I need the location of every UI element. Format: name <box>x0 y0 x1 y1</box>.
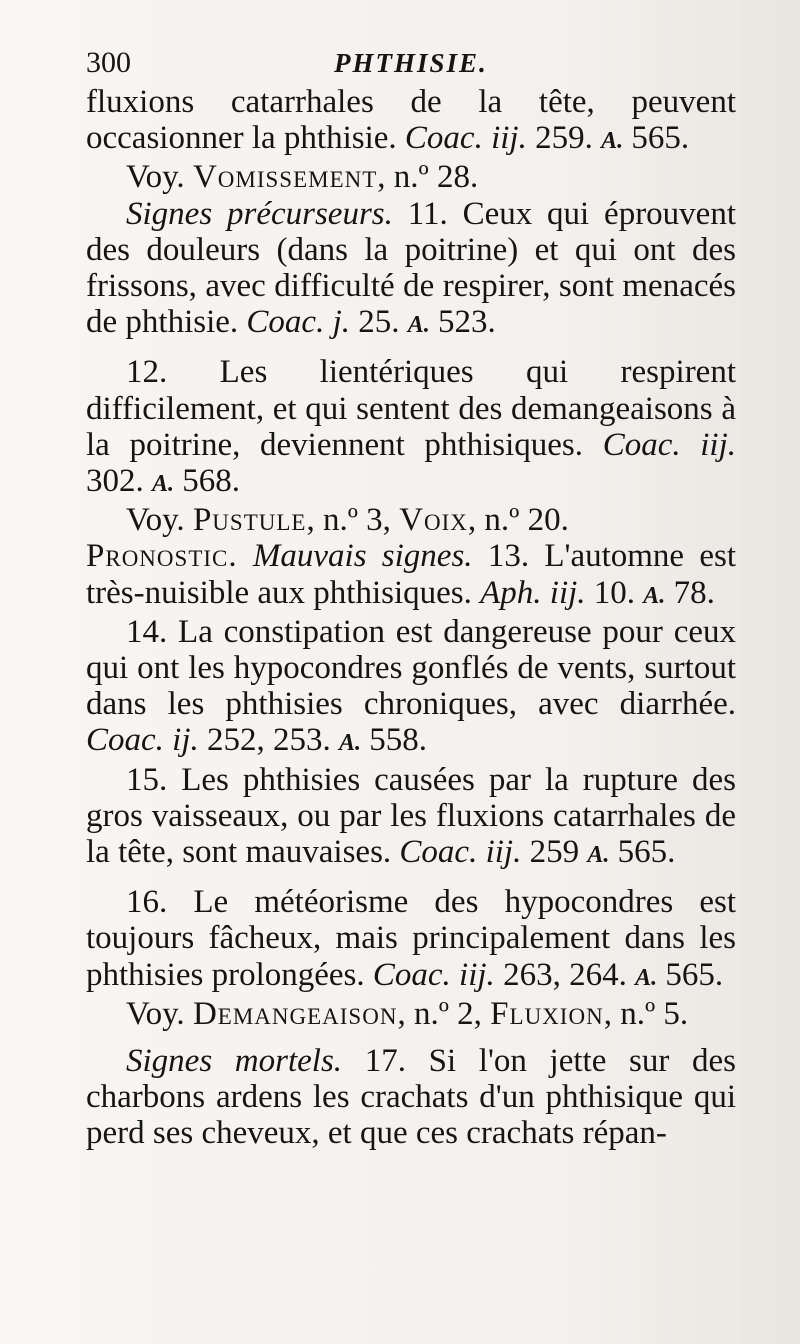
reference: Coac. iij. <box>602 426 737 463</box>
reference-number: 25. <box>358 304 400 341</box>
cross-reference-number: , n.º 28. <box>377 159 479 196</box>
paragraph-text: 11. Ceux qui éprouvent des douleurs (dans la poitrine) et qui ont des frissons, avec difficulté de respirer, sont menacés de phthisie. <box>86 195 736 341</box>
paragraph-14 <box>86 614 736 762</box>
section-heading: Mauvais signes. <box>252 538 473 575</box>
cross-reference-number: , n.º 3, <box>306 502 391 539</box>
voy-label: Voy. <box>126 502 185 539</box>
reference: Coac. iij. <box>372 956 495 993</box>
reference-a-number: 565. <box>631 120 690 157</box>
cross-reference-term: Demangeaison <box>192 995 398 1032</box>
reference-a-number: 558. <box>369 722 428 759</box>
reference-number: 263, 264. <box>503 956 627 993</box>
reference-a: A. <box>643 582 666 609</box>
reference: Coac. j. <box>246 304 350 341</box>
paragraph-text: 13. L'automne est très-nuisible aux phthisiques. <box>86 538 736 611</box>
reference: Coac. ij. <box>86 722 199 759</box>
reference-a: A. <box>601 128 624 155</box>
reference-a: A. <box>339 730 362 757</box>
paragraph-11 <box>86 196 736 344</box>
reference-number: 259 <box>529 834 580 871</box>
cross-reference-term: Vomissement <box>192 159 378 196</box>
cross-reference-number: , n.º 5. <box>603 995 689 1032</box>
cross-reference-term: Pustule <box>192 502 307 539</box>
paragraph-continuation <box>86 84 736 159</box>
reference-a-number: 78. <box>673 574 715 611</box>
voy-label: Voy. <box>126 159 185 196</box>
cross-reference-term: Fluxion <box>490 995 604 1032</box>
paragraph-13 <box>86 538 736 613</box>
section-heading: Signes précurseurs. <box>126 195 393 232</box>
reference-a-number: 568. <box>182 463 241 500</box>
reference-a: A. <box>587 842 610 869</box>
reference: Coac. iij. <box>399 834 522 871</box>
reference: Aph. iij. <box>480 574 586 611</box>
section-heading: Signes mortels. <box>126 1043 343 1080</box>
reference-a: A. <box>407 312 430 339</box>
section-label: Pronostic. <box>86 538 238 575</box>
page-body <box>86 84 736 1152</box>
paragraph-17 <box>86 1043 736 1152</box>
paragraph-text: 16. Le météorisme des hypocondres est toujours fâcheux, mais principalement dans les phthisies prolongées. <box>86 884 736 993</box>
paragraph-text: 12. Les lientériques qui respirent difficilement, et qui sentent des demangeaisons à la poitrine, deviennent phthisiques. <box>86 354 736 463</box>
cross-reference-term: Voix <box>399 502 468 539</box>
paragraph-text: 14. La constipation est dangereuse pour ceux qui ont les hypocondres gonflés de vents, surtout dans les phthisies chroniques, avec diarrhée. <box>86 613 736 723</box>
reference-a-number: 523. <box>438 304 496 341</box>
reference: Coac. iij. <box>404 120 527 157</box>
running-title: PHTHISIE. <box>334 48 488 78</box>
cross-reference <box>86 502 736 538</box>
cross-reference <box>86 159 736 195</box>
reference-a-number: 565. <box>617 834 676 871</box>
voy-label: Voy. <box>126 995 185 1032</box>
paragraph-12 <box>86 354 736 502</box>
paragraph-text: fluxions catarrhales de la tête, peuvent occasionner la phthisie. <box>86 84 736 157</box>
paragraph-16 <box>86 884 736 996</box>
cross-reference-number: , n.º 2, <box>397 995 482 1032</box>
paragraph-text: 15. Les phthisies causées par la rupture des gros vaisseaux, ou par les fluxions catarrhales de la tête, sont mauvaises. <box>86 761 736 871</box>
reference-number: 252, 253. <box>207 722 331 759</box>
reference-number: 259. <box>535 120 593 157</box>
reference-a: A. <box>152 471 175 498</box>
cross-reference-number: , n.º 20. <box>467 502 569 539</box>
reference-number: 10. <box>593 574 636 611</box>
page-number: 300 <box>86 46 131 79</box>
reference-number: 302. <box>86 463 144 500</box>
reference-a: A. <box>635 964 658 991</box>
paragraph-text: 17. Si l'on jette sur des charbons ardens les crachats d'un phthisique qui perd ses cheveux, et que ces crachats répan- <box>86 1043 736 1152</box>
cross-reference <box>86 996 736 1032</box>
paragraph-15 <box>86 762 736 874</box>
reference-a-number: 565. <box>665 956 724 993</box>
